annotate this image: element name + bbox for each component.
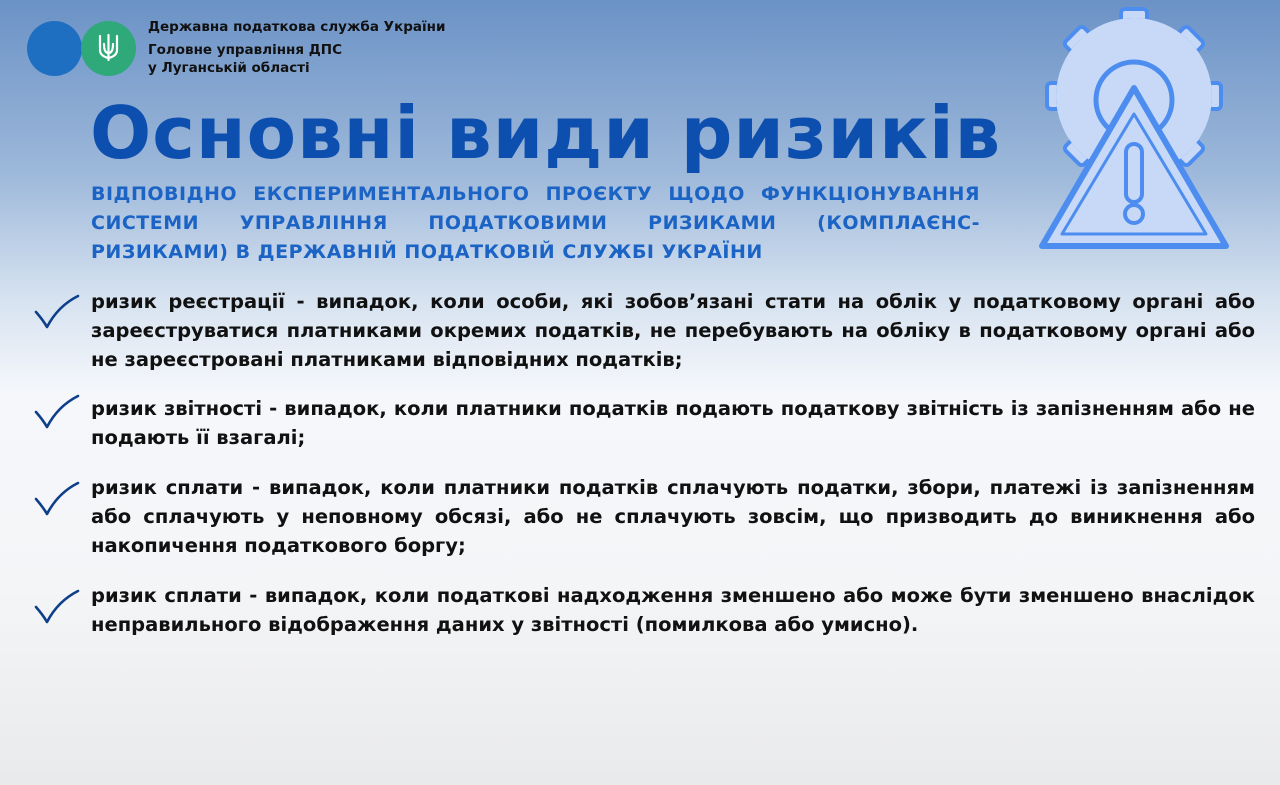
gear-warning-icon — [1036, 6, 1236, 256]
risk-text: ризик звітності - випадок, коли платники податків подають податкову звітність із запізненням або не подають її взагалі; — [91, 397, 1255, 449]
check-icon — [34, 294, 80, 330]
check-icon — [34, 394, 80, 430]
organization-block — [148, 17, 445, 77]
trident-icon — [97, 33, 120, 63]
risk-text: ризик сплати - випадок, коли платники податків сплачують податки, збори, платежі із запізненням або сплачують у неповному обсязі, або не сплачують зовсім, що призводить до виникнення або накопичення податкового боргу; — [91, 476, 1255, 557]
risk-text: ризик сплати - випадок, коли податкові надходження зменшено або може бути зменшено внаслідок неправильного відображення даних у звітності (помилкова або умисно). — [91, 584, 1255, 636]
page-subtitle: ВІДПОВІДНО ЕКСПЕРИМЕНТАЛЬНОГО ПРОЄКТУ ЩОДО ФУНКЦІОНУВАННЯ СИСТЕМИ УПРАВЛІННЯ ПОДАТКОВИМИ РИЗИКАМИ (КОМПЛАЄНС-РИЗИКАМИ) В ДЕРЖАВНІЙ ПОДАТКОВІЙ СЛУЖБІ УКРАЇНИ — [91, 183, 980, 263]
logo-circle-green — [81, 21, 136, 76]
logo-circle-blue — [27, 21, 82, 76]
check-icon — [34, 481, 80, 517]
page-title: Основні види ризиків — [90, 91, 1002, 175]
check-icon — [34, 589, 80, 625]
department-line-2: у Луганській області — [148, 59, 310, 76]
risk-text: ризик реєстрації - випадок, коли особи, які зобов’язані стати на облік у податковому органі або зареєструватися платниками окремих податків, не перебувають на обліку в податковому органі або не зареєстровані платниками відповідних податків; — [91, 290, 1255, 371]
org-name: Державна податкова служба України — [148, 19, 446, 35]
department-name — [148, 42, 445, 77]
department-line-1: Головне управління ДПС — [148, 42, 342, 58]
